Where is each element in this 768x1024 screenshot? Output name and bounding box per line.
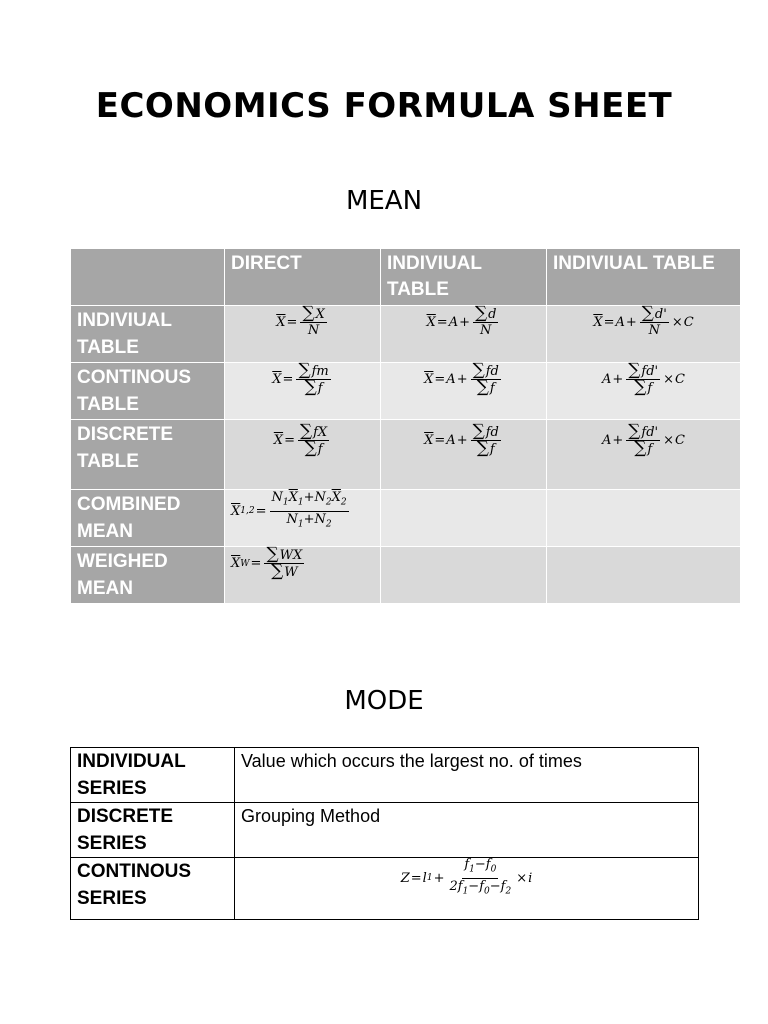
formula-weighted: $\overline{X}$ W = $\frac{\sum WX}{\sum W}$	[231, 544, 303, 581]
formula-mode-continuous: Z = l 1 + $\frac{f_1-f_0}{2f_1-f_0-f_2}$ × i	[400, 856, 533, 897]
mean-header-blank	[71, 249, 225, 306]
mean-formula-table	[70, 248, 741, 604]
mode-formula-table	[70, 747, 699, 920]
table-row	[71, 363, 741, 420]
formula-cell	[225, 303, 381, 363]
formula-cell	[547, 420, 741, 490]
table-row	[71, 420, 741, 490]
mean-header-step: INDIVIUAL TABLE	[547, 249, 741, 306]
formula-direct: $\overline{X}$ = $\frac{\sum fm}{\sum f}$	[272, 360, 329, 397]
empty-cell	[381, 490, 547, 547]
row-label: CONTINOUS TABLE	[71, 363, 225, 420]
empty-cell	[547, 547, 741, 604]
row-label: CONTINOUS SERIES	[71, 858, 235, 920]
empty-cell	[547, 490, 741, 547]
row-label: INDIVIUAL TABLE	[71, 306, 225, 363]
formula-cell	[547, 360, 741, 420]
formula-direct: $\overline{X}$ = $\frac{\sum X}{N}$	[276, 303, 325, 338]
formula-cell	[381, 303, 547, 363]
row-label: WEIGHED MEAN	[71, 547, 225, 604]
table-row	[71, 547, 741, 604]
formula-step: A + $\frac{\sum fd'}{\sum f}$ × C	[601, 420, 685, 458]
formula-cell	[225, 420, 381, 490]
formula-assumed: $\overline{X}$ = A + $\frac{\sum fd}{\sum f}$	[424, 420, 499, 458]
table-row	[71, 748, 699, 803]
row-value: Grouping Method	[235, 803, 699, 858]
row-label: DISCRETE TABLE	[71, 420, 225, 490]
row-value: Value which occurs the largest no. of times	[235, 748, 699, 803]
row-label: INDIVIDUAL SERIES	[71, 748, 235, 803]
formula-cell	[225, 360, 381, 420]
empty-cell	[381, 547, 547, 604]
formula-cell	[225, 490, 381, 547]
formula-assumed: $\overline{X}$ = A + $\frac{\sum d}{N}$	[426, 303, 497, 338]
formula-assumed: $\overline{X}$ = A + $\frac{\sum fd}{\sum f}$	[424, 360, 499, 397]
mean-header-row	[71, 249, 741, 306]
table-row	[71, 306, 741, 363]
table-row	[71, 858, 699, 920]
mean-header-direct: DIRECT	[225, 249, 381, 306]
page-title: ECONOMICS FORMULA SHEET	[95, 86, 673, 126]
mean-heading: MEAN	[345, 186, 423, 216]
row-label: DISCRETE SERIES	[71, 803, 235, 858]
formula-cell	[225, 544, 381, 604]
table-row	[71, 803, 699, 858]
formula-direct: $\overline{X}$ = $\frac{\sum fX}{\sum f}$	[273, 420, 328, 458]
mean-header-assumed: INDIVIUAL TABLE	[381, 249, 547, 306]
formula-combined: $\overline{X}$ 1,2 = $\frac{N_1\overline{X}_1+N_2\overline{X}_2}{N_1+N_2}$	[231, 490, 347, 530]
mode-heading: MODE	[344, 686, 424, 716]
formula-cell	[381, 420, 547, 490]
table-row	[71, 490, 741, 547]
formula-step: A + $\frac{\sum fd'}{\sum f}$ × C	[601, 360, 685, 397]
row-label: COMBINED MEAN	[71, 490, 225, 547]
formula-cell	[235, 858, 699, 920]
formula-cell	[381, 360, 547, 420]
formula-cell	[547, 303, 741, 363]
formula-step: $\overline{X}$ = A + $\frac{\sum d'}{N}$ × C	[593, 303, 694, 338]
